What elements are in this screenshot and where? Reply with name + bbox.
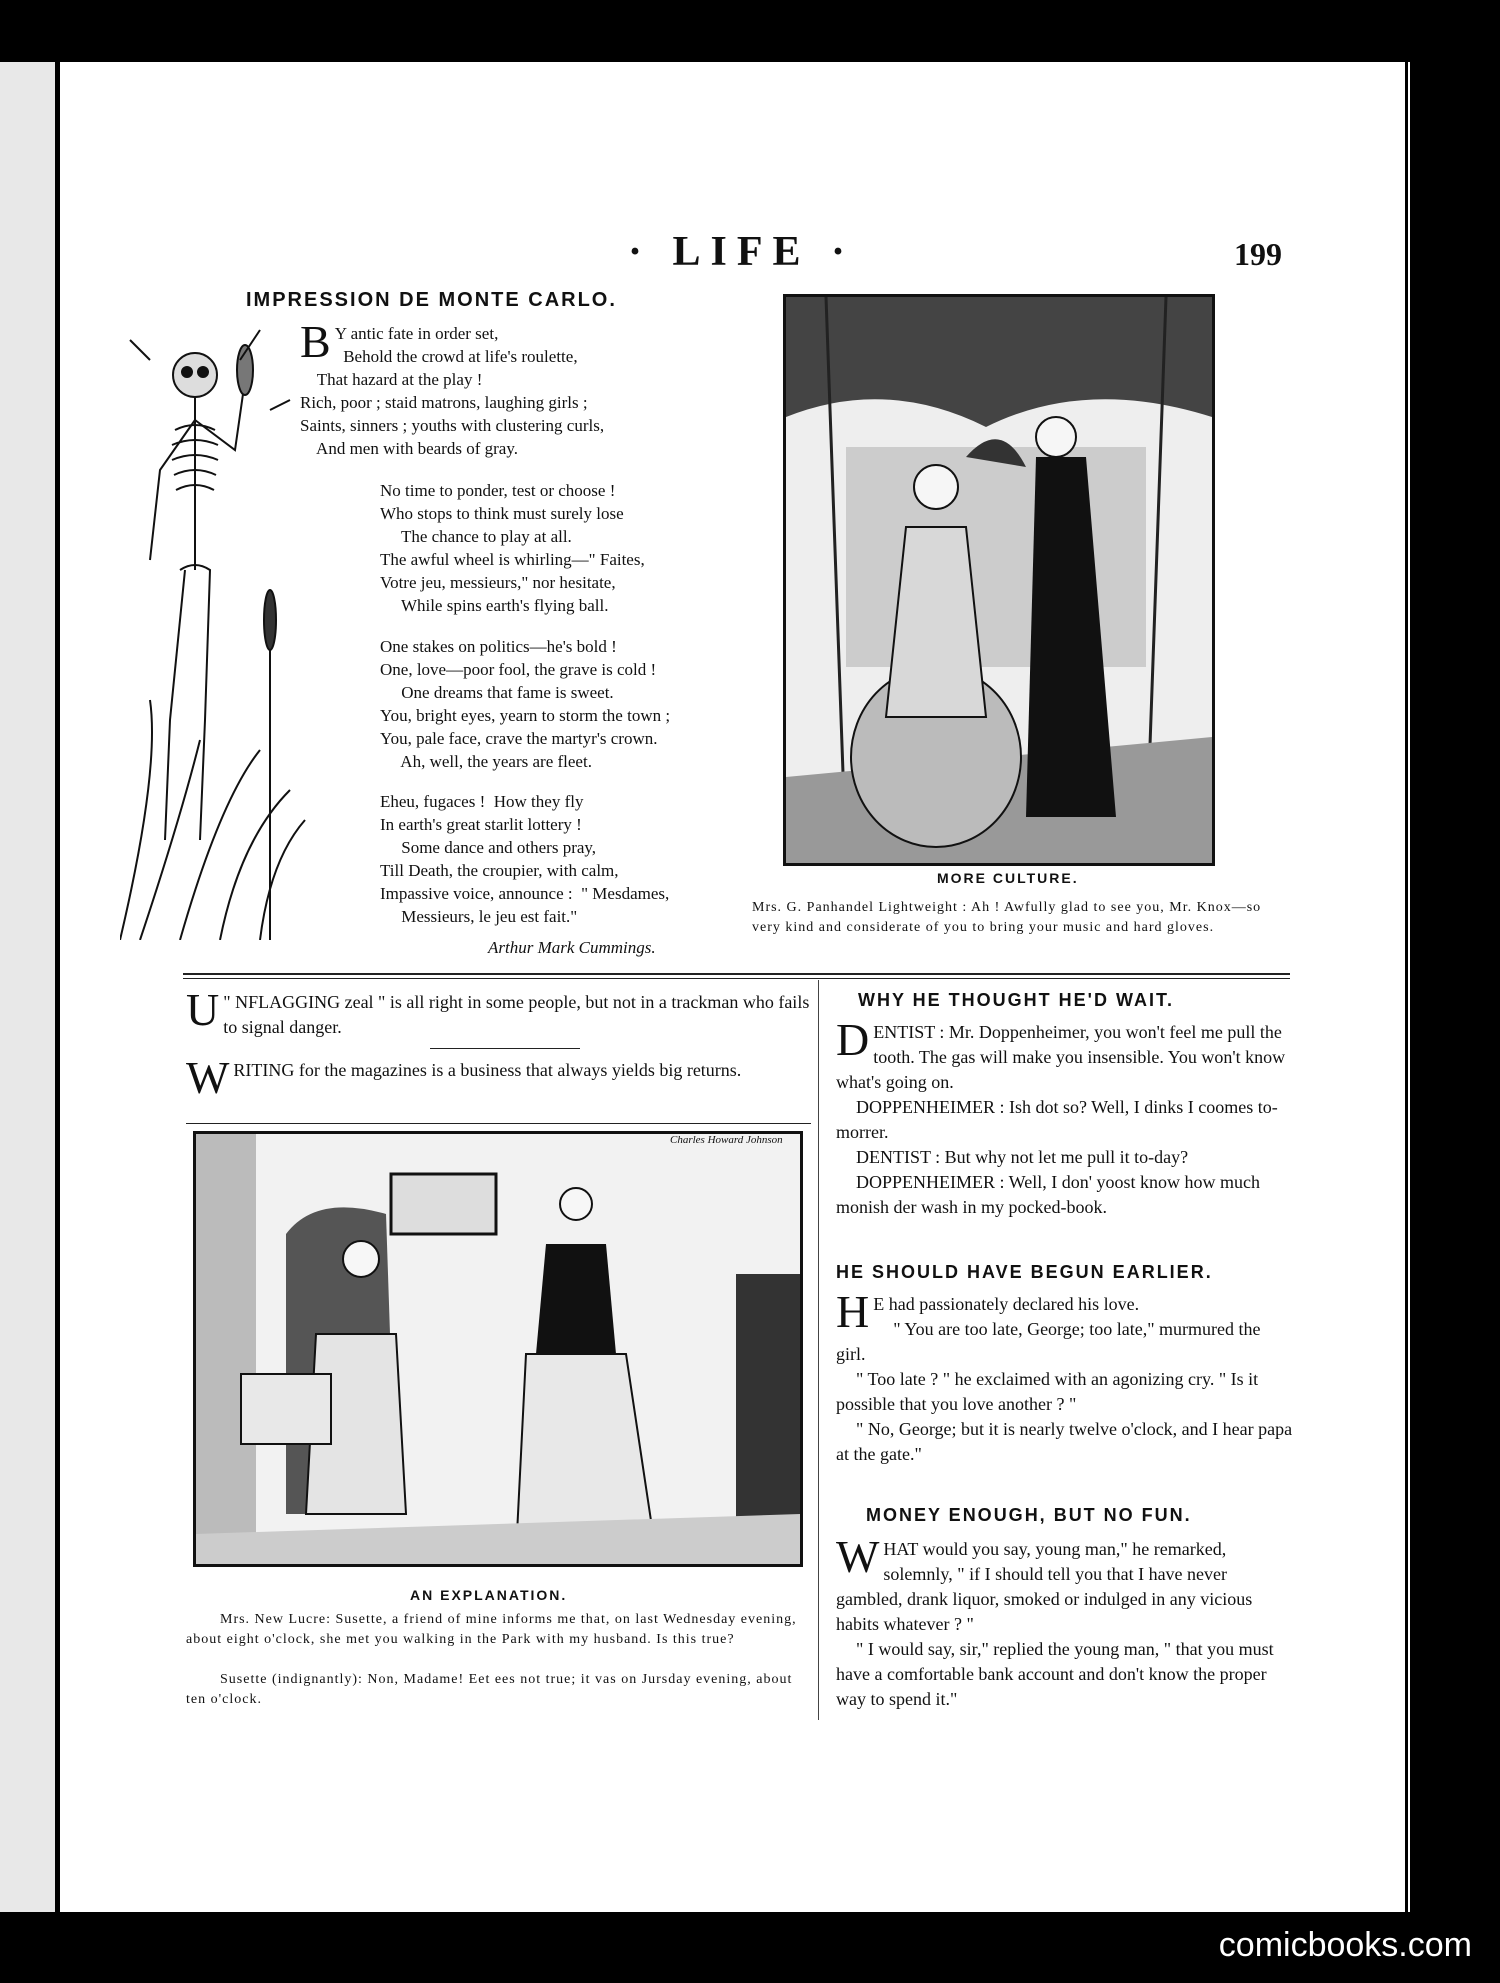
section-wait-line-4: DOPPENHEIMER : Well, I don' yoost know how much monish der wash in my pocked-book. <box>836 1172 1260 1217</box>
section-earlier-line-3: " Too late ? " he exclaimed with an agonizing cry. " Is it possible that you love another ? " <box>836 1369 1259 1414</box>
section-title-wait: WHY HE THOUGHT HE'D WAIT. <box>858 990 1174 1010</box>
page-right-edge <box>1405 62 1408 1912</box>
skeleton-illustration <box>120 320 310 940</box>
left-column-rule <box>186 1123 811 1124</box>
section-earlier-para-1 <box>836 1286 1294 1337</box>
short-item-2-text: RITING for the magazines is a business that always yields big returns. <box>233 1060 742 1080</box>
section-earlier-dropcap: H <box>836 1286 870 1337</box>
magazine-title: · LIFE · <box>628 229 856 275</box>
explanation-line-2: Susette (indignantly): Non, Madame! Eet ees not true; it vas on Jursday evening, about ten o'clock. <box>186 1672 793 1707</box>
poem-author: Arthur Mark Cummings. <box>488 938 656 957</box>
more-culture-caption-title: MORE CULTURE. <box>937 870 1079 886</box>
couple-drawing <box>786 297 1212 863</box>
book-spine <box>0 62 60 1912</box>
section-money-dropcap: W <box>836 1531 880 1582</box>
poem-title: IMPRESSION DE MONTE CARLO. <box>246 289 617 311</box>
section-money-body <box>836 1531 1294 1712</box>
poem-stanza-3: One stakes on politics—he's bold ! One, love—poor fool, the grave is cold ! One dreams that fame is sweet. You, bright eyes, yearn to storm the town ; You, pale face, crave the martyr's crown. Ah, well, the years are fleet. <box>380 637 671 771</box>
section-wait-line-2: DOPPENHEIMER : Ish dot so? Well, I dinks I coomes to-morrer. <box>836 1097 1278 1142</box>
quote-open: " <box>223 992 236 1012</box>
section-wait-dropcap: D <box>836 1014 870 1065</box>
page-divider <box>183 973 1290 975</box>
section-earlier-body <box>836 1286 1294 1467</box>
short-items-divider <box>430 1048 580 1049</box>
section-earlier-line-2: " You are too late, George; too late," murmured the girl. <box>836 1319 1261 1364</box>
short-item-1 <box>186 984 811 1040</box>
section-title-money: MONEY ENOUGH, BUT NO FUN. <box>866 1505 1192 1525</box>
more-culture-illustration <box>783 294 1215 866</box>
poem-stanza-4: Eheu, fugaces ! How they fly In earth's great starlit lottery ! Some dance and others pray, Till Death, the croupier, with calm, Impassive voice, announce : " Mesdames, Messieurs, le jeu est fait." <box>380 792 670 926</box>
section-wait-body <box>836 1014 1294 1220</box>
short-item-2 <box>186 1052 811 1103</box>
section-wait-line-1: ENTIST : Mr. Doppenheimer, you won't feel me pull the tooth. The gas will make you insensible. You won't know what's going on. <box>836 1022 1286 1092</box>
explanation-line-1: Mrs. New Lucre: Susette, a friend of mine informs me that, on last Wednesday evening, about eight o'clock, she met you walking in the Park with my husband. Is this true? <box>186 1612 797 1647</box>
poem-stanza-2: No time to ponder, test or choose ! Who stops to think must surely lose The chance to play at all. The awful wheel is whirling—" Faites, Votre jeu, messieurs," nor hesitate, While spins earth's flying ball. <box>380 481 645 615</box>
short-item-1-dropcap: U <box>186 984 220 1035</box>
explanation-caption-title: AN EXPLANATION. <box>410 1587 568 1603</box>
section-title-earlier: HE SHOULD HAVE BEGUN EARLIER. <box>836 1262 1213 1282</box>
explanation-illustration <box>193 1131 803 1567</box>
column-divider <box>818 980 819 1720</box>
short-item-1-text: NFLAGGING zeal " is all right in some people, but not in a trackman who fails to signal danger. <box>223 992 810 1037</box>
poem-stanza-1-text: Y antic fate in order set, Behold the crowd at life's roulette, That hazard at the play ! Rich, poor ; staid matrons, laughing girls ; Saints, sinners ; youths with clustering curls, And men with beards of gray. <box>300 324 605 458</box>
section-wait-line-3: DENTIST : But why not let me pull it to-day? <box>856 1147 1189 1167</box>
artist-signature: Charles Howard Johnson <box>670 1134 783 1146</box>
site-watermark: comicbooks.com <box>1218 1926 1472 1964</box>
section-money-line-1: HAT would you say, young man," he remarked, solemnly, " if I should tell you that I have never gambled, drank liquor, smoked or indulged in any vicious habits whatever ? " <box>836 1539 1253 1634</box>
section-money-para-1 <box>836 1531 1294 1637</box>
section-earlier-line-1: E had passionately declared his love. <box>873 1294 1140 1314</box>
poem-stanza-1 <box>300 316 605 460</box>
section-wait-para-1 <box>836 1014 1294 1095</box>
poem-dropcap: B <box>300 316 331 367</box>
short-item-2-dropcap: W <box>186 1052 230 1103</box>
page-divider-2 <box>183 978 1290 979</box>
more-culture-caption-text: Mrs. G. Panhandel Lightweight : Ah ! Awfully glad to see you, Mr. Knox—so very kind and considerate of you to bring your music and hard gloves. <box>752 900 1262 935</box>
parlor-drawing <box>196 1134 800 1564</box>
section-money-line-2: " I would say, sir," replied the young man, " that you must have a comfortable bank account and don't know the proper way to spend it." <box>836 1639 1274 1709</box>
page-number: 199 <box>1234 236 1282 272</box>
section-earlier-line-4: " No, George; but it is nearly twelve o'clock, and I hear papa at the gate." <box>836 1419 1293 1464</box>
